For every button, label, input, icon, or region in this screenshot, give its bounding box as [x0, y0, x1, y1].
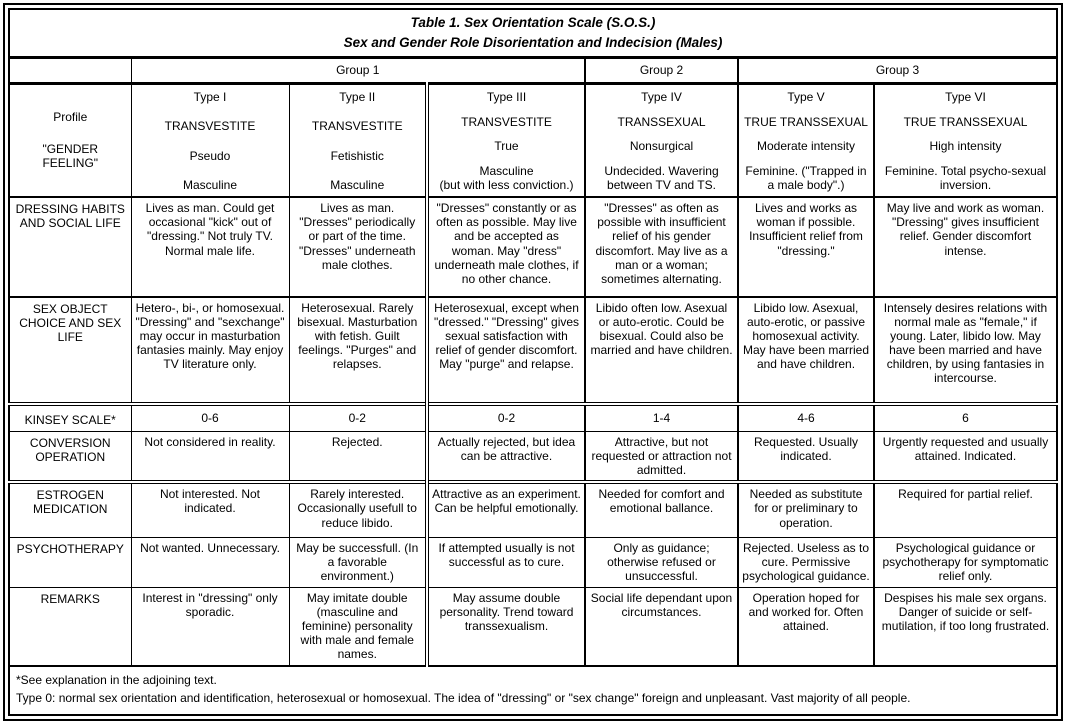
footnote-row [9, 666, 1057, 715]
dressing-habits-row [9, 197, 1057, 296]
type6-stack [878, 90, 1053, 192]
profile-label-cell [9, 84, 131, 198]
cell-conv-type4: Attractive, but not requested or attraction not admitted. [585, 431, 738, 482]
cell-psych-type6: Psychological guidance or psychotherapy for symptomatic relief only. [874, 537, 1057, 588]
cell-remarks-type3: May assume double personality. Trend toward transsexualism. [427, 588, 585, 667]
cell-kinsey-type1: 0-6 [131, 404, 289, 431]
footnote-line2: Type 0: normal sex orientation and identification, heterosexual or homosexual. The idea of "dressing" or "sex change" foreign and unpleasant. Vast majority of all people. [16, 691, 911, 706]
type3-name: TRANSVESTITE [461, 114, 552, 129]
cell-estro-type3: Attractive as an experiment. Can be helpful emotionally. [427, 482, 585, 537]
type6-header-cell [874, 84, 1057, 198]
sex-object-row [9, 297, 1057, 404]
row-label-kinsey: KINSEY SCALE* [9, 404, 131, 431]
row-label-sex-object: SEX OBJECT CHOICE AND SEX LIFE [9, 297, 131, 404]
group1-header: Group 1 [131, 57, 585, 83]
type3-stack [432, 90, 581, 192]
type5-subtype: Moderate intensity [756, 139, 856, 154]
cell-remarks-type1: Interest in "dressing" only sporadic. [131, 588, 289, 667]
cell-dressing-type1: Lives as man. Could get occasional "kick" out of "dressing." Not truly TV. Normal male life. [131, 197, 289, 296]
row-label-psychotherapy: PSYCHOTHERAPY [9, 537, 131, 588]
type2-subtype: Fetishistic [330, 148, 384, 163]
type6-name: TRUE TRANSSEXUAL [903, 114, 1028, 129]
conversion-operation-row [9, 431, 1057, 482]
type4-subtype: Nonsurgical [629, 139, 694, 154]
type3-subtype: True [494, 139, 519, 154]
type2-stack [293, 90, 423, 192]
cell-sexobj-type5: Libido low. Asexual, auto-erotic, or passive homosexual activity. May have been married and have children. [738, 297, 874, 404]
type1-number: Type I [193, 90, 227, 105]
cell-estro-type2: Rarely interested. Occasionally usefull to reduce libido. [289, 482, 427, 537]
cell-dressing-type4: "Dresses" as often as possible with insufficient relief of his gender discomfort. May live as a man or a woman; sometimes alternating. [585, 197, 738, 296]
cell-kinsey-type3: 0-2 [427, 404, 585, 431]
type3-header-cell [427, 84, 585, 198]
type1-header-cell [131, 84, 289, 198]
row-label-remarks: REMARKS [9, 588, 131, 667]
type5-number: Type V [787, 90, 825, 105]
cell-sexobj-type4: Libido often low. Asexual or auto-erotic. Could be bisexual. Could also be married and have children. [585, 297, 738, 404]
row-label-conversion: CONVERSION OPERATION [9, 431, 131, 482]
corner-cell [9, 57, 131, 83]
type6-feeling: Feminine. Total psycho-sexual inversion. [884, 163, 1047, 192]
type6-number: Type VI [945, 90, 986, 105]
cell-kinsey-type5: 4-6 [738, 404, 874, 431]
kinsey-scale-row [9, 404, 1057, 431]
type1-subtype: Pseudo [189, 148, 231, 163]
cell-dressing-type6: May live and work as woman. "Dressing" gives insufficient relief. Gender discomfort intense. [874, 197, 1057, 296]
table-title [9, 9, 1057, 57]
cell-estro-type6: Required for partial relief. [874, 482, 1057, 537]
cell-conv-type5: Requested. Usually indicated. [738, 431, 874, 482]
type4-name: TRANSSEXUAL [617, 114, 706, 129]
cell-conv-type3: Actually rejected, but idea can be attractive. [427, 431, 585, 482]
cell-conv-type6: Urgently requested and usually attained. Indicated. [874, 431, 1057, 482]
profile-header-row [9, 84, 1057, 198]
cell-psych-type1: Not wanted. Unnecessary. [131, 537, 289, 588]
cell-kinsey-type4: 1-4 [585, 404, 738, 431]
psychotherapy-row [9, 537, 1057, 588]
cell-psych-type3: If attempted usually is not successful as to cure. [427, 537, 585, 588]
type5-name: TRUE TRANSSEXUAL [744, 114, 868, 129]
group2-header: Group 2 [585, 57, 738, 83]
cell-sexobj-type6: Intensely desires relations with normal male as "female," if young. Later, libido low. May have been married and have children, by using fantasies in intercourse. [874, 297, 1057, 404]
type3-feeling-block [432, 164, 581, 192]
cell-sexobj-type3: Heterosexual, except when "dressed." "Dressing" gives sexual satisfaction with relief of gender discomfort. May "purge" and relapse. [427, 297, 585, 404]
group-header-row [9, 57, 1057, 83]
cell-conv-type2: Rejected. [289, 431, 427, 482]
cell-dressing-type3: "Dresses" constantly or as often as possible. May live and be accepted as woman. May "dress" underneath male clothes, if no other chance. [427, 197, 585, 296]
type5-feeling: Feminine. ("Trapped in a male body".) [745, 163, 867, 192]
cell-remarks-type4: Social life dependant upon circumstances. [585, 588, 738, 667]
sos-table [8, 8, 1058, 716]
cell-kinsey-type6: 6 [874, 404, 1057, 431]
cell-dressing-type2: Lives as man. "Dresses" periodically or part of the time. "Dresses" underneath male clothes. [289, 197, 427, 296]
cell-remarks-type2: May imitate double (masculine and feminine) personality with male and female names. [289, 588, 427, 667]
type4-number: Type IV [641, 90, 682, 105]
row-label-estrogen: ESTROGEN MEDICATION [9, 482, 131, 537]
table-title-line2: Sex and Gender Role Disorientation and Indecision (Males) [343, 34, 723, 50]
type2-name: TRANSVESTITE [311, 119, 403, 134]
cell-remarks-type5: Operation hoped for and worked for. Often attained. [738, 588, 874, 667]
profile-label-line1: Profile [53, 110, 88, 125]
type2-header-cell [289, 84, 427, 198]
page-frame [3, 3, 1063, 721]
estrogen-medication-row [9, 482, 1057, 537]
cell-sexobj-type2: Heterosexual. Rarely bisexual. Masturbation with fetish. Guilt feelings. "Purges" and relapses. [289, 297, 427, 404]
type1-feeling: Masculine [182, 177, 238, 192]
type6-subtype: High intensity [929, 139, 1002, 154]
cell-kinsey-type2: 0-2 [289, 404, 427, 431]
remarks-row [9, 588, 1057, 667]
type3-feeling: Masculine [479, 163, 534, 178]
profile-label [13, 89, 128, 191]
cell-psych-type4: Only as guidance; otherwise refused or unsuccessful. [585, 537, 738, 588]
footnote-line1: *See explanation in the adjoining text. [16, 673, 217, 688]
row-label-dressing: DRESSING HABITS AND SOCIAL LIFE [9, 197, 131, 296]
cell-psych-type5: Rejected. Useless as to cure. Permissive psychological guidance. [738, 537, 874, 588]
type3-feeling2: (but with less conviction.) [439, 177, 574, 192]
type3-number: Type III [486, 90, 527, 105]
type5-header-cell [738, 84, 874, 198]
cell-remarks-type6: Despises his male sex organs. Danger of suicide or self-mutilation, if too long frustrated. [874, 588, 1057, 667]
type4-stack [589, 90, 734, 192]
footnotes-cell [9, 666, 1057, 715]
cell-conv-type1: Not considered in reality. [131, 431, 289, 482]
cell-estro-type5: Needed as substitute for or preliminary to operation. [738, 482, 874, 537]
type1-stack [135, 90, 286, 192]
type4-header-cell [585, 84, 738, 198]
type5-stack [742, 90, 870, 192]
cell-sexobj-type1: Hetero-, bi-, or homosexual. "Dressing" and "sexchange" may occur in masturbation fantasies mainly. May enjoy TV literature only. [131, 297, 289, 404]
cell-psych-type2: May be successfull. (In a favorable environment.) [289, 537, 427, 588]
type2-feeling: Masculine [330, 177, 385, 192]
cell-estro-type1: Not interested. Not indicated. [131, 482, 289, 537]
title-row [9, 9, 1057, 57]
profile-label-line2: "GENDER FEELING" [42, 141, 99, 170]
cell-estro-type4: Needed for comfort and emotional ballance. [585, 482, 738, 537]
group3-header: Group 3 [738, 57, 1057, 83]
type4-feeling: Undecided. Wavering between TV and TS. [604, 163, 719, 192]
type1-name: TRANSVESTITE [164, 119, 256, 134]
type2-number: Type II [339, 90, 376, 105]
cell-dressing-type5: Lives and works as woman if possible. Insufficient relief from "dressing." [738, 197, 874, 296]
table-title-line1: Table 1. Sex Orientation Scale (S.O.S.) [410, 15, 656, 31]
